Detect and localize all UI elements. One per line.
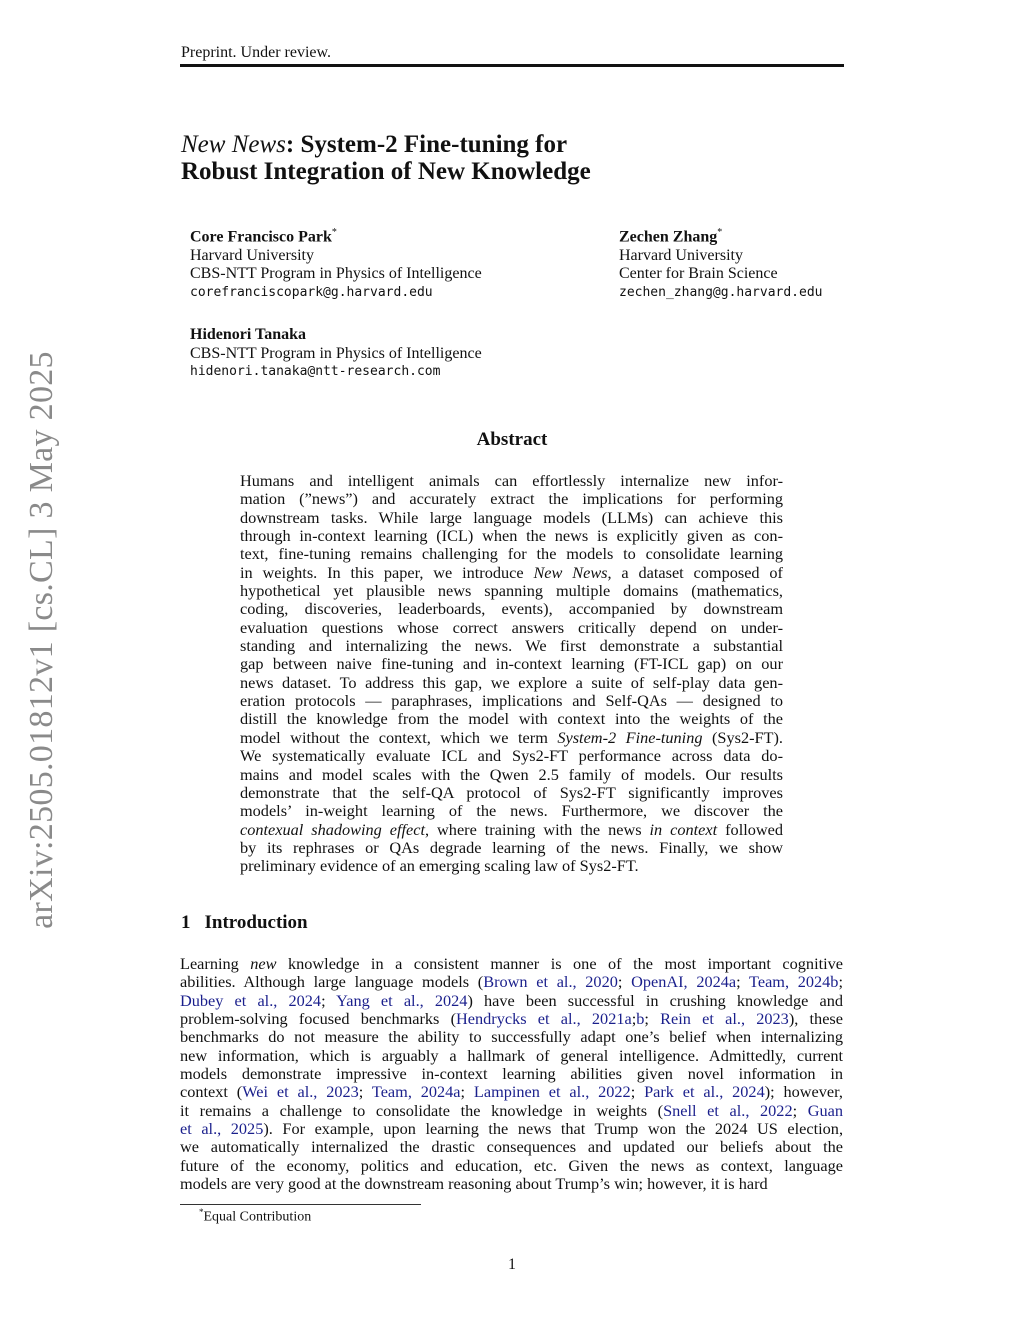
- text-line: [240, 490, 783, 508]
- text-span: models demonstrate impressive in-context learning abilities given novel information in: [180, 1065, 843, 1084]
- text-span: models are very good at the downstream reasoning about Trump’s win; however, it is hard: [180, 1175, 768, 1194]
- text-span: abilities. Although large language models (: [180, 973, 484, 992]
- text-line: [180, 1065, 843, 1083]
- text-span: benchmarks do not measure the ability to successfully adapt one’s belief when internalizing: [180, 1028, 843, 1047]
- author-block: [619, 224, 823, 302]
- header-rule: [180, 64, 844, 67]
- text-span: ;: [358, 1083, 372, 1102]
- text-span: ;: [630, 1083, 645, 1102]
- text-span: distill the knowledge from the model with context into the weights of the: [240, 710, 783, 729]
- text-line: [240, 637, 783, 655]
- emphasis-text: contexual shadowing effect: [240, 820, 426, 839]
- author-email[interactable]: zechen_zhang@g.harvard.edu: [619, 284, 823, 300]
- title-line1: : System-2 Fine-tuning for: [285, 131, 568, 158]
- author-affiliation: CBS-NTT Program in Physics of Intelligence: [190, 344, 482, 362]
- text-span: eration protocols — paraphrases, implications and Self-QAs — designed to: [240, 692, 783, 711]
- text-span: text, fine-tuning remains challenging for the models to consolidate learning: [240, 545, 783, 564]
- text-line: [240, 564, 783, 582]
- text-line: [240, 747, 783, 765]
- citation-link[interactable]: Team, 2024b: [749, 973, 839, 992]
- text-span: mains and model scales with the Qwen 2.5 family of models. Our results: [240, 765, 783, 784]
- text-line: [240, 729, 783, 747]
- text-span: by its rephrases or QAs degrade learning of the news. Finally, we show: [240, 838, 783, 857]
- text-line: [180, 973, 843, 991]
- text-line: [240, 619, 783, 637]
- paper-title: [181, 131, 591, 185]
- citation-link[interactable]: Yang et al., 2024: [336, 991, 468, 1010]
- text-span: hypothetical yet plausible news spanning multiple domains (mathematics,: [240, 582, 783, 601]
- emphasis-text: in context: [649, 820, 718, 839]
- text-line: [240, 582, 783, 600]
- text-line: [240, 710, 783, 728]
- text-line: [240, 766, 783, 784]
- emphasis-text: System-2 Fine-tuning: [557, 728, 703, 747]
- footnote: [199, 1207, 311, 1226]
- text-span: we automatically internalized the drastic consequences and updated our beliefs about the: [180, 1138, 843, 1157]
- text-span: context (: [180, 1083, 243, 1102]
- text-span: downstream tasks. While large language models (LLMs) can achieve this: [240, 508, 783, 527]
- text-line: [180, 1175, 843, 1193]
- footnote-text: Equal Contribution: [203, 1209, 312, 1225]
- text-span: Learning: [180, 955, 251, 973]
- text-span: ;: [631, 1010, 637, 1029]
- text-line: [240, 674, 783, 692]
- text-line: [240, 472, 783, 490]
- text-span: demonstrate that the self-QA protocol of Sys2-FT significantly improves: [240, 783, 783, 802]
- section-title: Introduction: [204, 912, 308, 933]
- text-line: [180, 1047, 843, 1065]
- text-span: ) have been successful in crushing knowledge and: [467, 991, 843, 1010]
- text-line: [240, 802, 783, 820]
- text-span: ;: [838, 973, 843, 992]
- footnote-mark: *: [199, 1207, 204, 1217]
- section-heading: [181, 912, 308, 934]
- text-span: knowledge in a consistent manner is one of the most important cognitive: [276, 955, 843, 973]
- text-line: [240, 821, 783, 839]
- text-line: [180, 992, 843, 1010]
- text-span: evaluation questions whose correct answers critically depend on under-: [240, 618, 783, 637]
- text-span: ); however,: [764, 1083, 843, 1102]
- text-line: [240, 527, 783, 545]
- intro-body: [180, 955, 843, 1193]
- text-line: [180, 1138, 843, 1156]
- text-line: [240, 509, 783, 527]
- citation-link[interactable]: Brown et al., 2020: [483, 973, 618, 992]
- abstract-heading: Abstract: [476, 429, 548, 450]
- citation-link[interactable]: et al., 2025: [180, 1120, 264, 1139]
- text-line: [180, 1157, 843, 1175]
- author-name: Core Francisco Park: [190, 228, 332, 246]
- text-span: Humans and intelligent animals can effortlessly internalize new infor-: [240, 472, 783, 490]
- text-line: [180, 1083, 843, 1101]
- abstract-body: [240, 472, 783, 876]
- text-span: in weights. In this paper, we introduce: [240, 563, 534, 582]
- text-line: [240, 655, 783, 673]
- section-number: 1: [181, 912, 191, 933]
- page-number: 1: [508, 1256, 516, 1273]
- text-span: standing and internalizing the news. We first demonstrate a substantial: [240, 637, 783, 656]
- citation-link[interactable]: b: [636, 1010, 645, 1029]
- text-span: , where training with the news: [425, 820, 650, 839]
- text-line: [240, 784, 783, 802]
- citation-link[interactable]: Wei et al., 2023: [242, 1083, 359, 1102]
- citation-link[interactable]: Guan: [807, 1101, 843, 1120]
- arxiv-stamp: arXiv:2505.01812v1 [cs.CL] 3 May 2025: [23, 351, 60, 929]
- author-block: [190, 326, 482, 382]
- text-line: [240, 600, 783, 618]
- text-span: coding, discoveries, leaderboards, events), accompanied by downstream: [240, 600, 783, 619]
- text-span: models’ in-weight learning of the news. Furthermore, we discover the: [240, 802, 783, 821]
- citation-link[interactable]: OpenAI, 2024a: [631, 973, 737, 992]
- text-span: (Sys2-FT).: [702, 728, 783, 747]
- text-line: [180, 1010, 843, 1028]
- text-span: We systematically evaluate ICL and Sys2-FT performance across data do-: [240, 747, 783, 766]
- author-name: Hidenori Tanaka: [190, 326, 307, 343]
- text-span: ). For example, upon learning the news that Trump won the 2024 US election,: [263, 1120, 843, 1139]
- author-affiliation: Center for Brain Science: [619, 265, 778, 283]
- text-line: [240, 545, 783, 563]
- author-block: [190, 224, 482, 302]
- text-span: preliminary evidence of an emerging scaling law of Sys2-FT.: [240, 857, 639, 876]
- text-span: problem-solving focused benchmarks (: [180, 1010, 457, 1029]
- text-span: ;: [460, 1083, 474, 1102]
- citation-link[interactable]: Dubey et al., 2024: [180, 991, 322, 1010]
- text-line: [240, 857, 783, 875]
- text-span: ;: [644, 1010, 661, 1029]
- text-span: ;: [321, 991, 337, 1010]
- emphasis-text: new: [250, 955, 277, 973]
- text-span: ), these: [788, 1010, 843, 1029]
- text-span: ;: [736, 973, 750, 992]
- running-header: Preprint. Under review.: [181, 44, 332, 61]
- author-affiliation: Harvard University: [190, 246, 314, 264]
- text-span: gap between naive fine-tuning and in-context learning (FT-ICL gap) on our: [240, 655, 783, 674]
- title-line2: Robust Integration of New Knowledge: [181, 158, 591, 185]
- text-line: [240, 839, 783, 857]
- author-affiliation: Harvard University: [619, 246, 743, 264]
- text-line: [180, 1102, 843, 1120]
- author-email[interactable]: hidenori.tanaka@ntt-research.com: [190, 364, 441, 379]
- title-italic: New News: [181, 131, 286, 158]
- text-line: [180, 1120, 843, 1138]
- emphasis-text: New News: [533, 563, 608, 582]
- text-line: [180, 955, 843, 973]
- text-line: [240, 692, 783, 710]
- author-affiliation: CBS-NTT Program in Physics of Intelligence: [190, 265, 482, 283]
- text-span: it remains a challenge to consolidate the knowledge in weights (: [180, 1101, 664, 1120]
- text-span: ;: [617, 973, 632, 992]
- text-span: news dataset. To address this gap, we explore a suite of self-play data gen-: [240, 673, 783, 692]
- citation-link[interactable]: Snell et al., 2022: [663, 1101, 793, 1120]
- text-line: [180, 1028, 843, 1046]
- author-email[interactable]: corefranciscopark@g.harvard.edu: [190, 284, 433, 300]
- equal-contrib-mark: *: [717, 227, 723, 238]
- text-span: mation (”news”) and accurately extract the implications for performing: [240, 490, 783, 509]
- text-span: ;: [792, 1101, 808, 1120]
- text-span: , a dataset composed of: [607, 563, 783, 582]
- citation-link[interactable]: Lampinen et al., 2022: [473, 1083, 631, 1102]
- citation-link[interactable]: Rein et al., 2023: [660, 1010, 789, 1029]
- footnote-rule: [180, 1204, 421, 1205]
- citation-link[interactable]: Hendrycks et al., 2021a: [456, 1010, 632, 1029]
- text-span: future of the economy, politics and education, etc. Given the news as context, language: [180, 1156, 843, 1175]
- citation-link[interactable]: Team, 2024a: [371, 1083, 461, 1102]
- equal-contrib-mark: *: [331, 227, 337, 238]
- citation-link[interactable]: Park et al., 2024: [644, 1083, 765, 1102]
- text-span: through in-context learning (ICL) when the news is explicitly given as con-: [240, 527, 783, 546]
- text-span: new information, which is arguably a hallmark of general intelligence. Admittedly, current: [180, 1046, 843, 1065]
- text-span: model without the context, which we term: [240, 728, 558, 747]
- author-name: Zechen Zhang: [619, 228, 718, 246]
- text-span: followed: [717, 820, 783, 839]
